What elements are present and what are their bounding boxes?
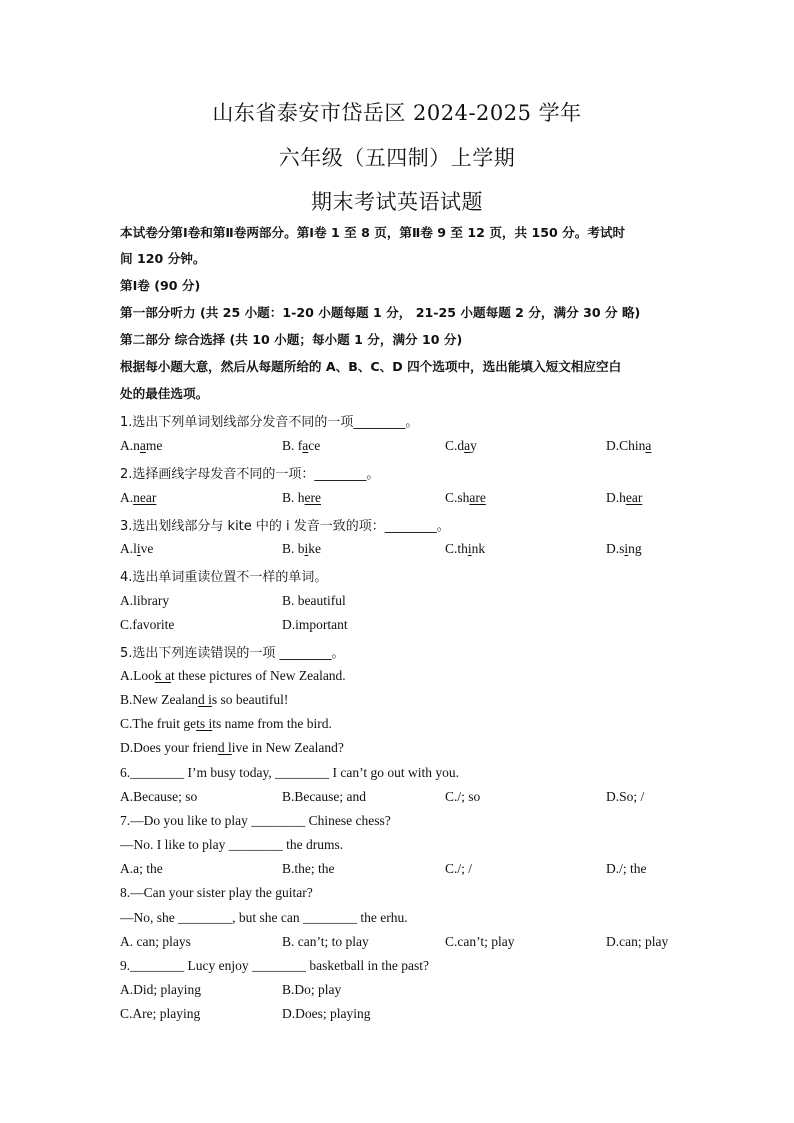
question-5-option-d: D.Does your friend live in New Zealand?: [120, 740, 344, 755]
question-1-option-b: B. face: [282, 438, 321, 453]
question-4-option-a: A.library: [120, 593, 170, 608]
question-8-stem-reply: —No, she ________, but she can ________ the erhu.: [120, 910, 408, 925]
question-2-option-c: C.share: [445, 490, 486, 505]
question-4-option-d: D.important: [282, 617, 348, 632]
part2-heading: 第二部分 综合选择 (共 10 小题；每小题 1 分，满分 10 分): [120, 332, 463, 347]
question-4-option-b: B. beautiful: [282, 593, 346, 608]
question-2-stem: 2.选择画线字母发音不同的一项：________。: [120, 467, 380, 482]
question-4-stem: 4.选出单词重读位置不一样的单词。: [120, 570, 328, 585]
question-3-option-b: B. bike: [282, 541, 322, 556]
question-6-stem: 6.________ I’m busy today, ________ I can’t go out with you.: [120, 765, 459, 780]
question-3-option-d: D.sing: [606, 541, 642, 556]
question-9-stem: 9.________ Lucy enjoy ________ basketball in the past?: [120, 958, 429, 973]
intro-line2: 间 120 分钟。: [120, 251, 206, 266]
question-1-option-c: C.day: [445, 438, 477, 453]
question-3-stem: 3.选出划线部分与 kite 中的 i 发音一致的项：________。: [120, 519, 450, 534]
question-8-option-c: C.can’t; play: [445, 934, 515, 949]
question-2-option-a: A.near: [120, 490, 157, 505]
question-6-option-c: C./; so: [445, 789, 481, 804]
question-9-option-a: A.Did; playing: [120, 982, 201, 997]
question-6-option-d: D.So; /: [606, 789, 645, 804]
question-7-option-a: A.a; the: [120, 861, 163, 876]
instruction-line2: 处的最佳选项。: [120, 386, 209, 401]
exam-title-line3: 期末考试英语试题: [311, 190, 483, 214]
question-1-option-a: A.name: [120, 438, 163, 453]
question-2-option-d: D.hear: [606, 490, 643, 505]
question-1-option-d: D.China: [606, 438, 652, 453]
question-9-option-b: B.Do; play: [282, 982, 342, 997]
question-8-stem: 8.—Can your sister play the guitar?: [120, 885, 313, 900]
exam-title-line2: 六年级（五四制）上学期: [278, 146, 516, 170]
question-4-option-c: C.favorite: [120, 617, 175, 632]
question-3-option-c: C.think: [445, 541, 486, 556]
question-8-option-b: B. can’t; to play: [282, 934, 369, 949]
question-2-option-b: B. here: [282, 490, 321, 505]
question-7-option-b: B.the; the: [282, 861, 335, 876]
question-8-option-a: A. can; plays: [120, 934, 191, 949]
question-7-stem: 7.—Do you like to play ________ Chinese chess?: [120, 813, 391, 828]
question-5-option-c: C.The fruit gets its name from the bird.: [120, 716, 332, 731]
question-7-option-c: C./; /: [445, 861, 473, 876]
instruction-line1: 根据每小题大意，然后从每题所给的 A、B、C、D 四个选项中，选出能填入短文相应空白: [120, 359, 622, 374]
question-9-option-c: C.Are; playing: [120, 1006, 201, 1021]
question-3-option-a: A.live: [120, 541, 154, 556]
intro-line1: 本试卷分第Ⅰ卷和第Ⅱ卷两部分。第Ⅰ卷 1 至 8 页，第Ⅱ卷 9 至 12 页，共 150 分。考试时: [120, 225, 626, 240]
question-8-option-d: D.can; play: [606, 934, 669, 949]
volume-1-heading: 第Ⅰ卷 (90 分): [120, 278, 201, 293]
exam-title-line1: 山东省泰安市岱岳区 2024-2025 学年: [212, 101, 582, 125]
question-5-option-a: A.Look at these pictures of New Zealand.: [120, 668, 346, 683]
question-1-stem: 1.选出下列单词划线部分发音不同的一项________。: [120, 415, 419, 430]
question-5-stem: 5.选出下列连读错误的一项 ________。: [120, 646, 345, 661]
question-5-option-b: B.New Zealand is so beautiful!: [120, 692, 289, 707]
question-6-option-b: B.Because; and: [282, 789, 366, 804]
question-9-option-d: D.Does; playing: [282, 1006, 371, 1021]
question-6-option-a: A.Because; so: [120, 789, 198, 804]
question-7-stem-reply: —No. I like to play ________ the drums.: [120, 837, 344, 852]
question-7-option-d: D./; the: [606, 861, 647, 876]
part1-heading: 第一部分听力 (共 25 小题：1-20 小题每题 1 分， 21-25 小题每题 2 分，满分 30 分 略): [120, 305, 641, 320]
